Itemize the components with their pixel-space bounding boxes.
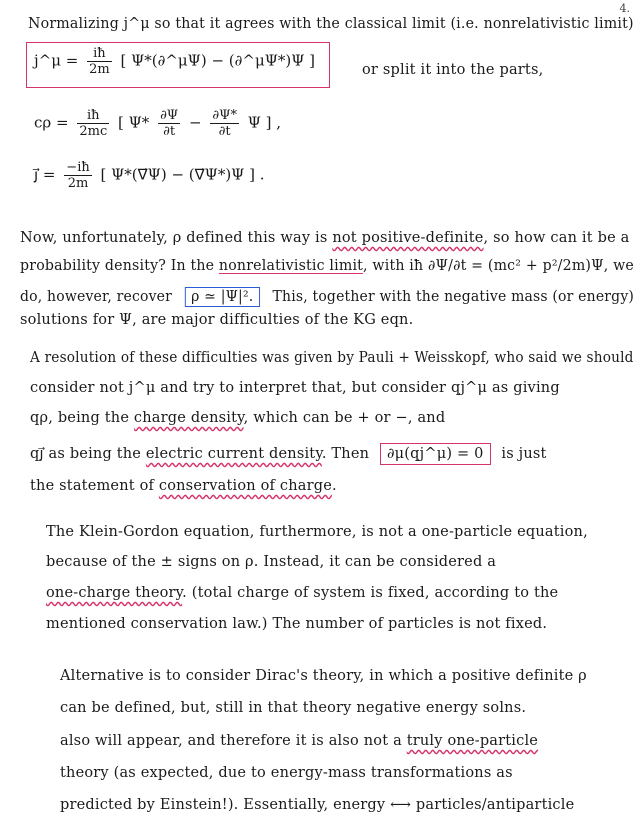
p2-l4d: is just bbox=[501, 446, 547, 462]
jmu-equation bbox=[34, 46, 315, 77]
jvec-lhs: j⃗ = bbox=[34, 165, 56, 184]
crho-d2-num: ∂Ψ* bbox=[212, 108, 237, 123]
p1-line-4: solutions for Ψ, are major difficulties of the KG eqn. bbox=[20, 312, 414, 328]
p1-l2a: probability density? In the bbox=[20, 258, 219, 274]
crho-equation bbox=[34, 108, 281, 139]
p2-electric-current-density: electric current density bbox=[145, 446, 322, 462]
p4-line-5: predicted by Einstein!). Essentially, energy ⟷ particles/antiparticle bbox=[60, 797, 575, 813]
crho-fraction bbox=[77, 108, 109, 139]
p2-l3c: , which can be + or −, and bbox=[243, 410, 446, 426]
p2-charge-density: charge density bbox=[133, 410, 244, 426]
jmu-frac-num: iħ bbox=[87, 46, 112, 62]
p3-one-charge-theory: one-charge theory bbox=[46, 585, 183, 601]
p1-l3a: do, however, recover bbox=[20, 289, 173, 305]
jvec-equation bbox=[34, 160, 265, 191]
jvec-frac-den: 2m bbox=[67, 176, 89, 191]
p2-conservation-of-charge: conservation of charge bbox=[158, 478, 333, 494]
p4-line-1: Alternative is to consider Dirac's theory, in which a positive definite ρ bbox=[60, 668, 587, 684]
crho-frac-num: iħ bbox=[77, 108, 109, 124]
intro-line: Normalizing j^μ so that it agrees with the classical limit (i.e. nonrelativistic limit) bbox=[28, 16, 634, 32]
p2-l3a: qρ, being the bbox=[30, 410, 134, 426]
page-number: 4. bbox=[619, 2, 630, 15]
p1-line-3 bbox=[20, 287, 634, 307]
p1-line-1 bbox=[20, 230, 630, 246]
p3-line-2: because of the ± signs on ρ. Instead, it can be considered a bbox=[46, 554, 497, 570]
p1-l2c: , with iħ ∂Ψ/∂t = (mc² + p²/2m)Ψ, we bbox=[363, 258, 634, 274]
rho-approx-box: ρ ≃ |Ψ|². bbox=[184, 287, 260, 307]
p2-l5a: the statement of bbox=[30, 478, 159, 494]
crho-frac-den: 2mc bbox=[79, 124, 108, 139]
p2-l5c: . bbox=[332, 478, 337, 494]
p1-l1c: , so how can it be a bbox=[483, 230, 630, 246]
p4-line-2: can be defined, but, still in that theory negative energy solns. bbox=[60, 700, 527, 716]
crho-derivative-2 bbox=[210, 108, 239, 139]
jmu-frac-den: 2m bbox=[89, 62, 110, 77]
p1-l1a: Now, unfortunately, ρ defined this way is bbox=[20, 230, 333, 246]
p1-l3b: This, together with the negative mass (or energy) bbox=[272, 289, 635, 305]
jmu-lhs: j^μ = bbox=[34, 51, 79, 70]
crho-d1-den: ∂t bbox=[163, 124, 176, 139]
crho-d1-num: ∂Ψ bbox=[160, 108, 179, 123]
p2-l4c: . Then bbox=[321, 446, 370, 462]
crho-lhs: cρ = bbox=[34, 113, 69, 132]
split-note: or split it into the parts, bbox=[362, 62, 544, 78]
crho-d2-den: ∂t bbox=[218, 124, 231, 139]
p4-line-3 bbox=[60, 733, 538, 749]
p2-l4a: qj⃗ as being the bbox=[30, 446, 146, 462]
p3-line-3 bbox=[46, 585, 558, 601]
crho-body-b: Ψ ] , bbox=[247, 113, 282, 132]
p4-truly-one-particle: truly one-particle bbox=[406, 733, 539, 749]
p1-line-2 bbox=[20, 258, 634, 274]
p3-l3b: . (total charge of system is fixed, according to the bbox=[182, 585, 559, 601]
jmu-body: [ Ψ*(∂^μΨ) − (∂^μΨ*)Ψ ] bbox=[120, 51, 316, 70]
p2-line-4 bbox=[30, 443, 547, 465]
jvec-fraction bbox=[64, 160, 91, 191]
p2-line-2: consider not j^μ and try to interpret that, but consider qj^μ as giving bbox=[30, 380, 560, 396]
p2-line-1: A resolution of these difficulties was given by Pauli + Weisskopf, who said we should bbox=[30, 350, 634, 366]
jvec-body: [ Ψ*(∇⃗Ψ) − (∇⃗Ψ*)Ψ ] . bbox=[100, 165, 265, 184]
p4-l3a: also will appear, and therefore it is also not a bbox=[60, 733, 407, 749]
p1-not-positive-definite: not positive-definite bbox=[332, 230, 484, 246]
p4-line-4: theory (as expected, due to energy-mass transformations as bbox=[60, 765, 513, 781]
crho-body-a: [ Ψ* bbox=[118, 113, 150, 132]
p1-nonrelativistic-limit: nonrelativistic limit bbox=[218, 258, 364, 274]
crho-minus: − bbox=[188, 113, 202, 132]
p2-line-3 bbox=[30, 410, 445, 426]
p3-line-4: mentioned conservation law.) The number of particles is not fixed. bbox=[46, 616, 548, 632]
crho-derivative-1 bbox=[158, 108, 180, 139]
jmu-fraction bbox=[87, 46, 112, 77]
p3-line-1: The Klein-Gordon equation, furthermore, is not a one-particle equation, bbox=[46, 524, 588, 540]
charge-conservation-box: ∂μ(qj^μ) = 0 bbox=[380, 443, 491, 465]
jvec-frac-num: −iħ bbox=[66, 160, 90, 175]
p2-line-5 bbox=[30, 478, 337, 494]
